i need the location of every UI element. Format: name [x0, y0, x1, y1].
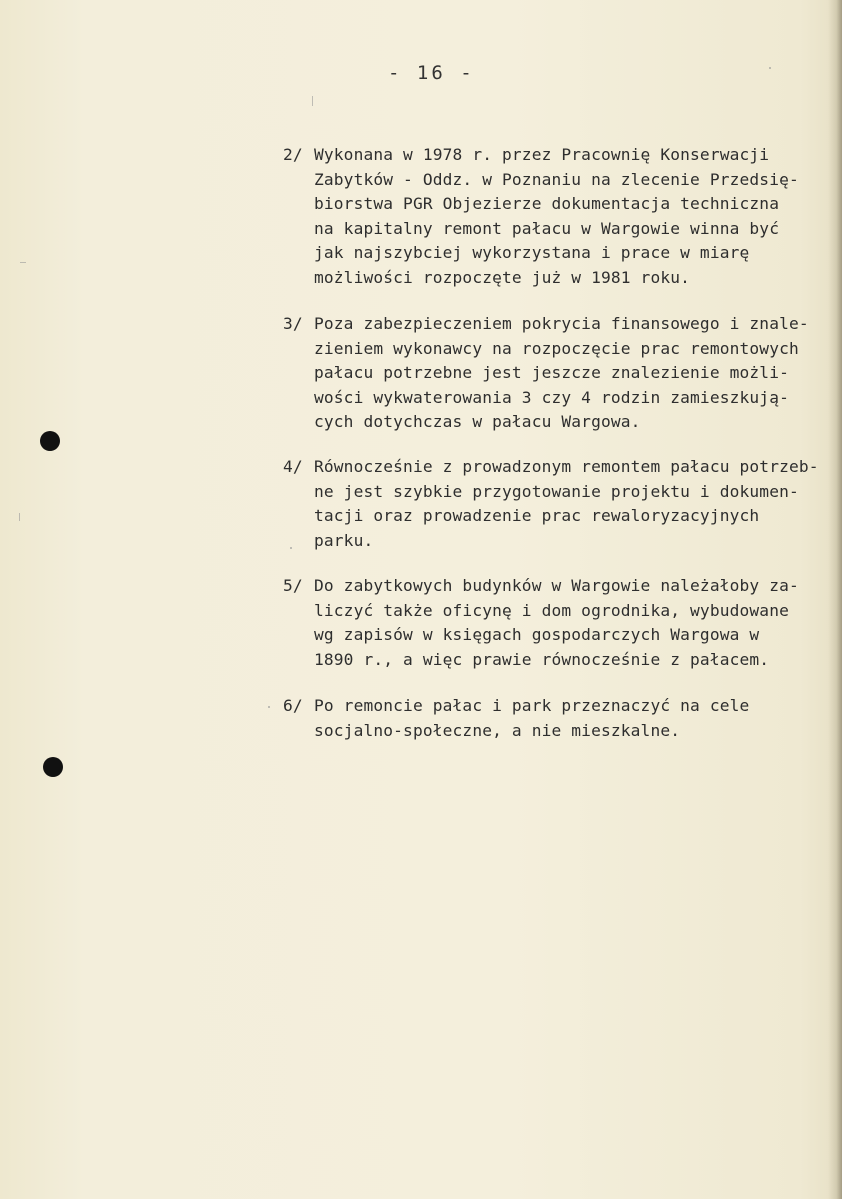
text-line: zieniem wykonawcy na rozpoczęcie prac remontowych [314, 338, 799, 358]
paper-speck [268, 706, 270, 708]
text-line: jak najszybciej wykorzystana i prace w miarę [314, 243, 750, 262]
paragraph-number: 5/ [283, 576, 303, 595]
paragraph-number: 4/ [283, 457, 303, 476]
text-line: parku. [314, 530, 374, 550]
paragraph-4 [283, 455, 828, 553]
text-line: Poza zabezpieczeniem pokrycia finansowego i znale- [314, 314, 809, 333]
paragraph-number: 3/ [283, 314, 303, 333]
text-line: Po remoncie pałac i park przeznaczyć na cele [314, 696, 750, 715]
text-line: możliwości rozpoczęte już w 1981 roku. [314, 267, 691, 287]
paper-speck [769, 67, 771, 69]
paragraph-3 [283, 312, 828, 435]
paper-speck [19, 513, 20, 521]
paragraph-number: 2/ [283, 145, 303, 164]
text-line: socjalno-społeczne, a nie mieszkalne. [314, 720, 681, 740]
paper-speck [312, 96, 313, 106]
text-line: Wykonana w 1978 r. przez Pracownię Konserwacji [314, 145, 770, 164]
text-line: cych dotychczas w pałacu Wargowa. [314, 412, 641, 431]
text-line: na kapitalny remont pałacu w Wargowie winna być [314, 218, 780, 238]
text-line: ne jest szybkie przygotowanie projektu i dokumen- [314, 481, 799, 501]
text-line: Równocześnie z prowadzonym remontem pałacu potrzeb- [314, 457, 819, 476]
text-line: pałacu potrzebne jest jeszcze znalezienie możli- [314, 363, 789, 382]
text-line: liczyć także oficynę i dom ogrodnika, wybudowane [314, 600, 789, 620]
text-line: wości wykwaterowania 3 czy 4 rodzin zamieszkują- [314, 387, 789, 407]
page-edge-shadow [828, 0, 842, 1199]
paper-speck [20, 262, 26, 263]
paragraph-2 [283, 143, 828, 290]
punch-hole [43, 757, 63, 777]
text-line: Do zabytkowych budynków w Wargowie należałoby za- [314, 576, 799, 595]
text-line: 1890 r., a więc prawie równocześnie z pałacem. [314, 649, 770, 669]
page-number: - 16 - [388, 62, 475, 84]
text-line: biorstwa PGR Objezierze dokumentacja techniczna [314, 194, 780, 213]
paragraph-6 [283, 694, 828, 743]
paragraph-5 [283, 574, 828, 672]
paragraph-number: 6/ [283, 696, 303, 715]
text-line: tacji oraz prowadzenie prac rewaloryzacyjnych [314, 506, 760, 525]
text-line: Zabytków - Oddz. w Poznaniu na zlecenie Przedsię- [314, 169, 799, 189]
punch-hole [40, 431, 60, 451]
text-line: wg zapisów w księgach gospodarczych Wargowa w [314, 625, 760, 644]
